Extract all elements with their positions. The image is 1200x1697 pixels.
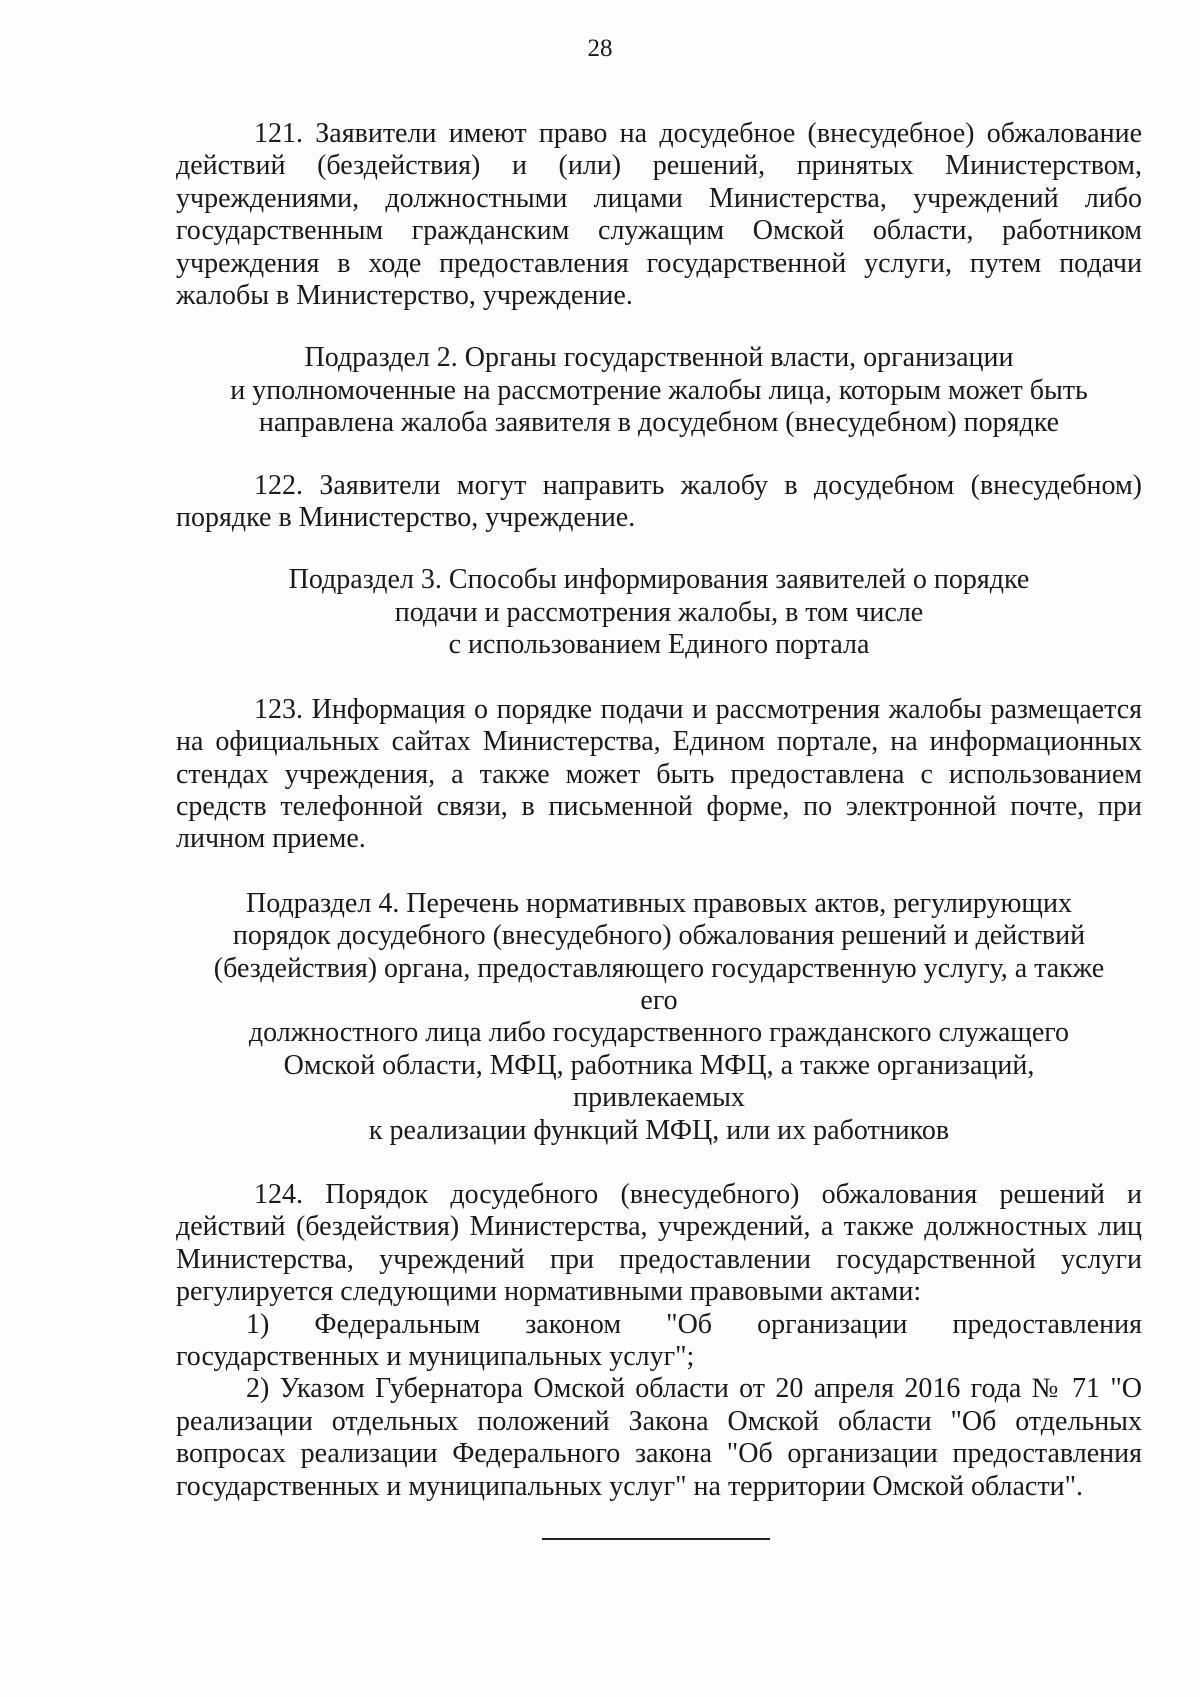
heading-line: порядок досудебного (внесудебного) обжалования решений и действий: [232, 920, 1086, 952]
paragraph-124: 124. Порядок досудебного (внесудебного) обжалования решений и действий (бездействия) Министерства, учреждений, а также должностных лиц Министерства, учреждений при предоставлении государственной услуги регулируется следующими нормативными правовыми актами:: [176, 1178, 1142, 1308]
heading-subsection-4: [176, 888, 1142, 1147]
heading-line: должностного лица либо государственного гражданского служащего: [248, 1017, 1070, 1049]
heading-line: Подраздел 4. Перечень нормативных правовых актов, регулирующих: [246, 887, 1072, 919]
heading-subsection-2: [176, 342, 1142, 439]
paragraph-122: 122. Заявители могут направить жалобу в досудебном (внесудебном) порядке в Министерство, учреждение.: [176, 469, 1142, 534]
heading-line: направлена жалоба заявителя в досудебном (внесудебном) порядке: [258, 407, 1060, 439]
heading-line: Подраздел 2. Органы государственной власти, организации: [304, 342, 1014, 374]
end-divider-line: [542, 1538, 770, 1540]
paragraph-123: 123. Информация о порядке подачи и рассмотрения жалобы размещается на официальных сайтах Министерства, Едином портале, на информационных стендах учреждения, а также может быть предоставлена с использованием средств телефонной связи, в письменной форме, по электронной почте, при личном приеме.: [176, 693, 1142, 855]
heading-line: и уполномоченные на рассмотрение жалобы лица, которым может быть: [230, 374, 1088, 406]
page-number: 28: [587, 35, 613, 62]
heading-line: подачи и рассмотрения жалобы, в том числе: [394, 596, 924, 628]
list-item-2: 2) Указом Губернатора Омской области от 20 апреля 2016 года № 71 "О реализации отдельных положений Закона Омской области "Об отдельных вопросах реализации Федерального закона "Об организации предоставления государственных и муниципальных услуг" на территории Омской области".: [176, 1373, 1142, 1502]
list-item-1: 1) Федеральным законом "Об организации предоставления государственных и муниципальных услуг";: [176, 1308, 1142, 1372]
heading-line: с использованием Единого портала: [448, 629, 870, 661]
document-body: [176, 118, 1142, 1503]
heading-line: Омской области, МФЦ, работника МФЦ, а также организаций, привлекаемых: [283, 1049, 1035, 1114]
heading-line: Подраздел 3. Способы информирования заявителей о порядке: [288, 564, 1030, 596]
heading-subsection-3: [176, 564, 1142, 661]
heading-line: (бездействия) органа, предоставляющего государственную услугу, а также его: [213, 952, 1105, 1016]
paragraph-121: 121. Заявители имеют право на досудебное (внесудебное) обжалование действий (бездействия) и (или) решений, принятых Министерством, учреждениями, должностными лицами Министерства, учреждений либо государственным гражданским служащим Омской области, работником учреждения в ходе предоставления государственной услуги, путем подачи жалобы в Министерство, учреждение.: [176, 118, 1142, 312]
heading-line: к реализации функций МФЦ, или их работников: [368, 1114, 950, 1146]
